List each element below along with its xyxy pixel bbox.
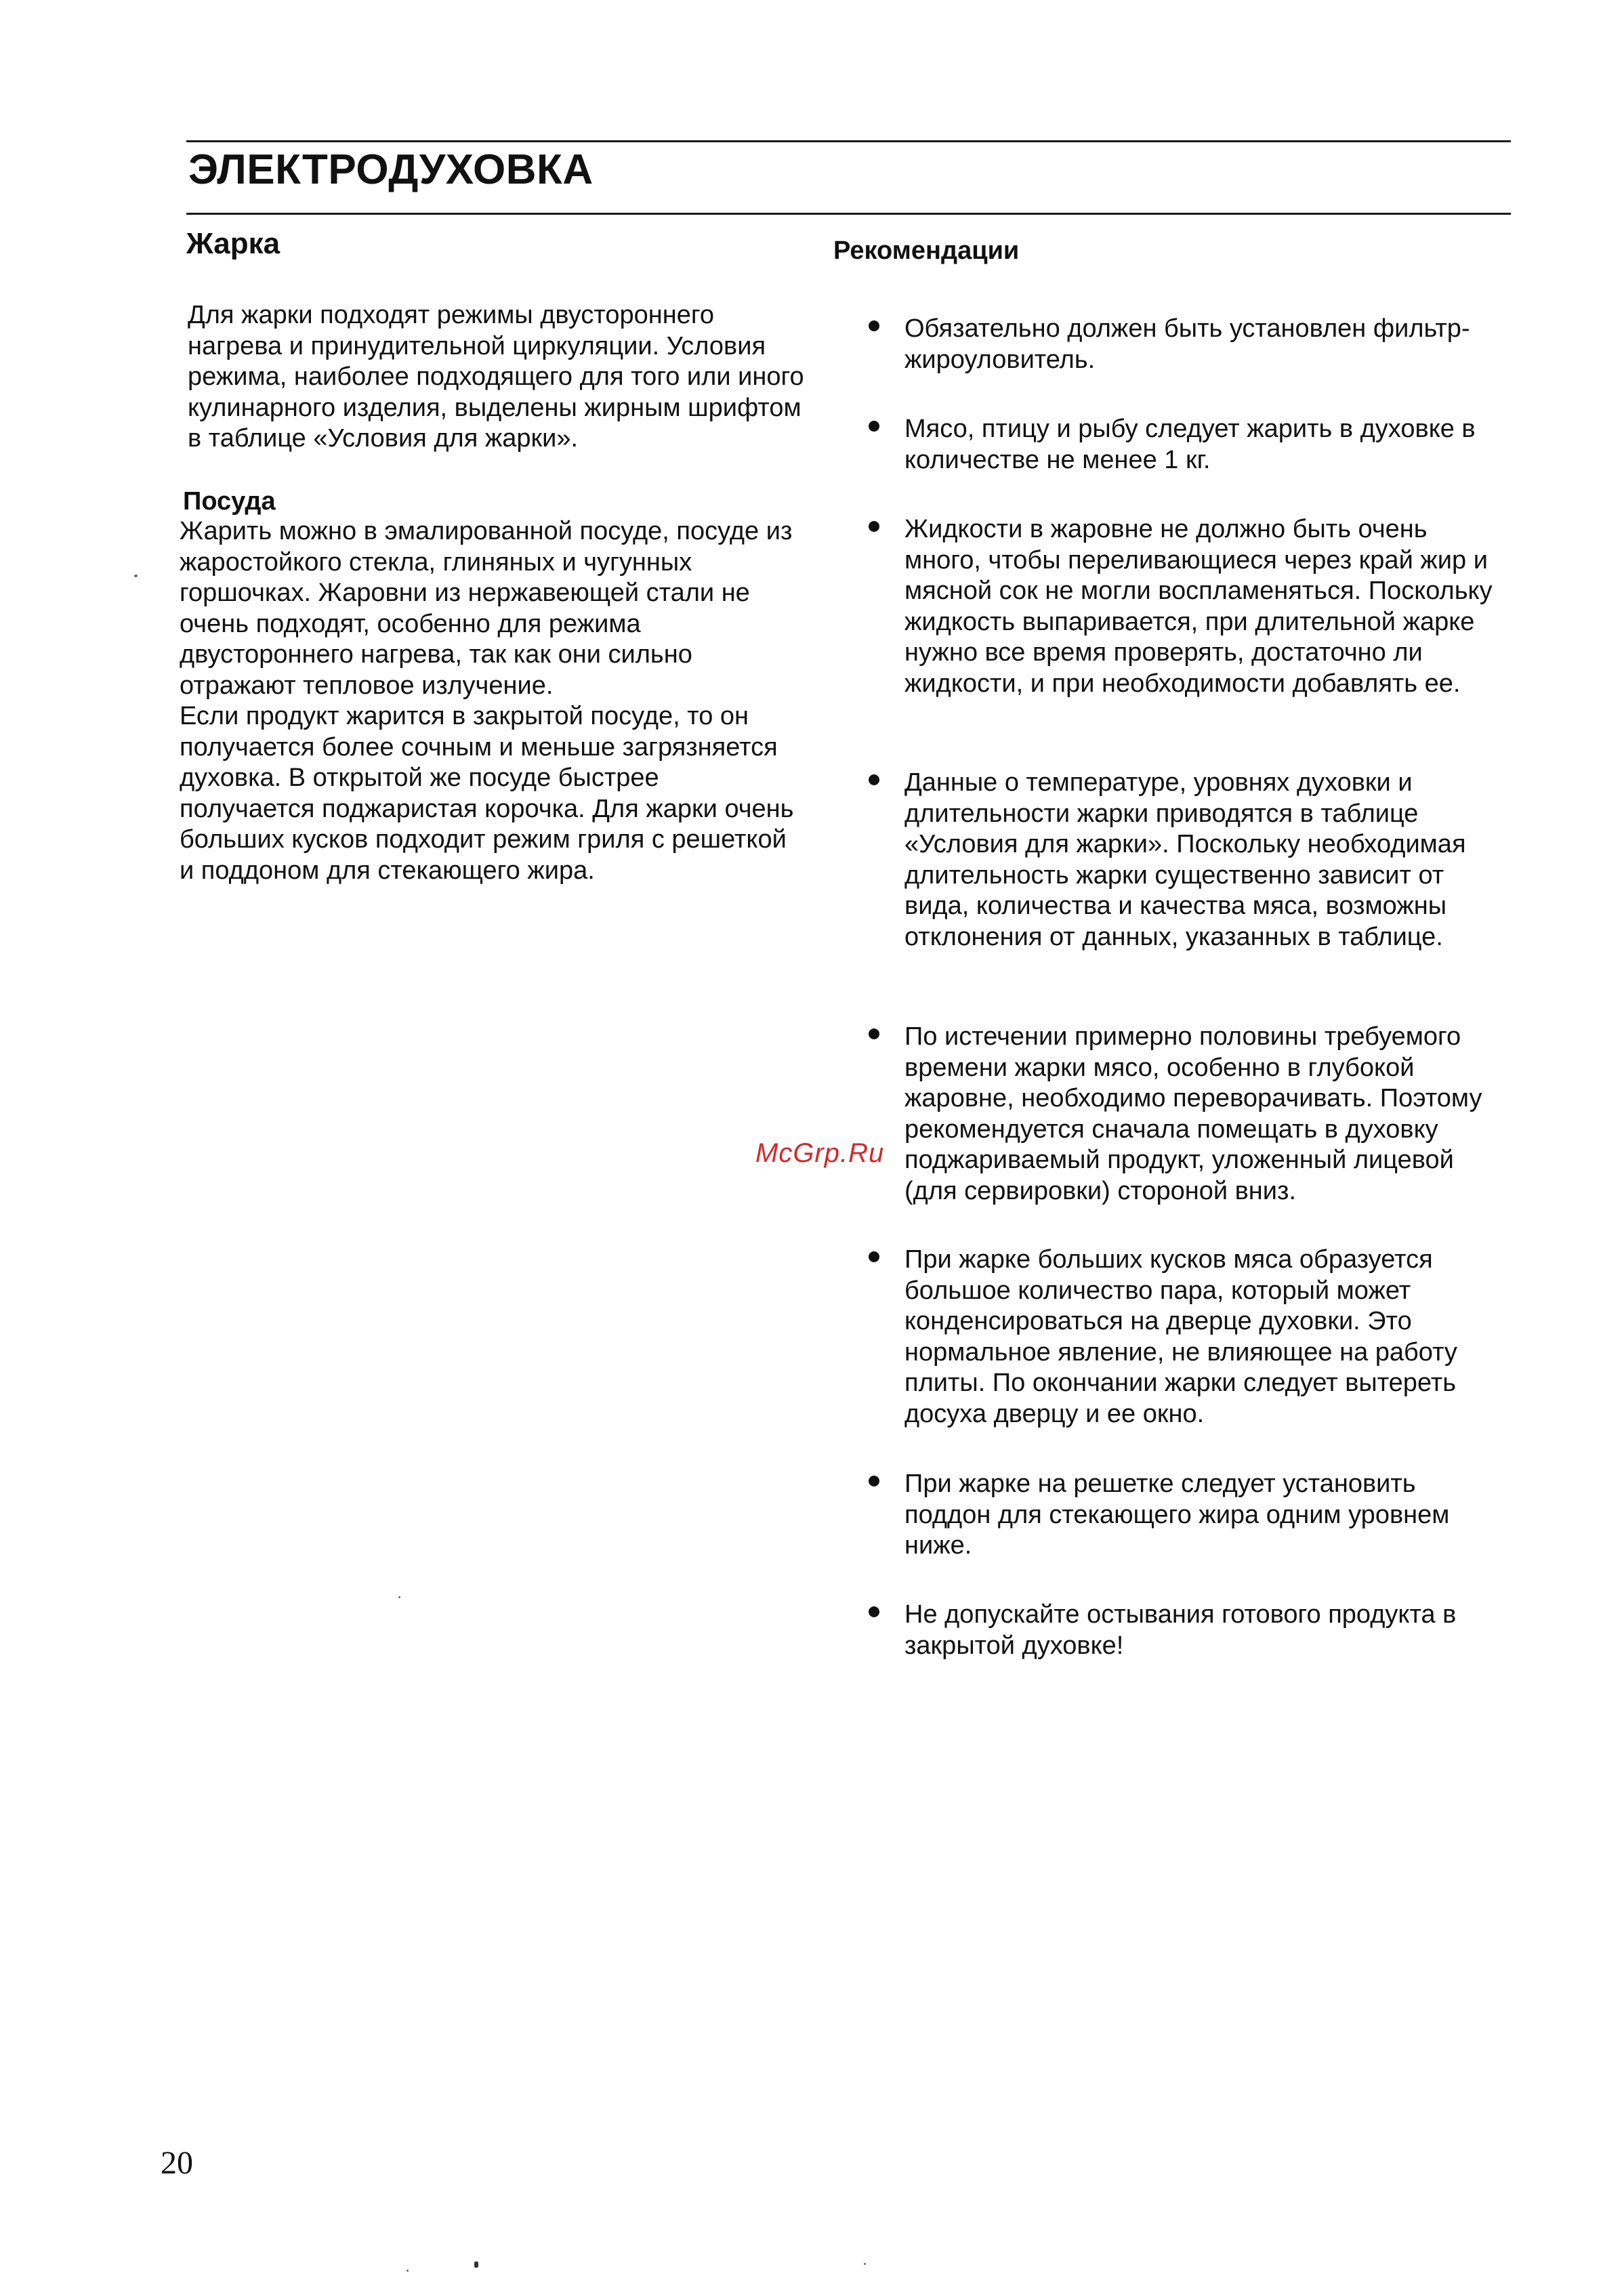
header-rule-bottom (186, 213, 1511, 215)
scan-speck (134, 575, 138, 577)
list-item-text: Данные о температуре, уровнях духовки и длительности жарки приводятся в таблице «Условия для жарки». Поскольку необходимая длительность жарки существенно зависит от вида, количества и качества мяса, возможны отклонения от данных, указанных в таблице. (904, 768, 1466, 951)
cookware-paragraph-1: Жарить можно в эмалированной посуде, посуде из жаростойкого стекла, глиняных и чугунных горшочках. Жаровни из нержавеющей стали не очень подходят, особенно для режима двустороннего нагрева, так как они сильно отражают тепловое излучение. (180, 517, 793, 700)
bullet-icon (869, 774, 879, 785)
header-rule-top (186, 140, 1511, 142)
cookware-paragraph-2: Если продукт жарится в закрытой посуде, то он получается более сочным и меньше загрязняется духовка. В открытой же посуде быстрее получается поджаристая корочка. Для жарки очень больших кусков подходит режим гриля с решеткой и поддоном для стекающего жира. (180, 702, 794, 885)
page-title: ЭЛЕКТРОДУХОВКА (188, 146, 594, 193)
list-item-text: По истечении примерно половины требуемого времени жарки мясо, особенно в глубокой жаровне, необходимо переворачивать. Поэтому рекомендуется сначала помещать в духовку поджариваемый продукт, уложенный лицевой (для сервировки) стороной вниз. (904, 1022, 1482, 1205)
list-item-text: При жарке больших кусков мяса образуется большое количество пара, который может конденсироваться на дверце духовки. Это нормальное явление, не влияющее на работу плиты. По окончании жарки следует вытереть досуха дверцу и ее окно. (904, 1245, 1457, 1428)
recommendations-title: Рекомендации (833, 236, 1020, 265)
section-title: Жарка (186, 227, 280, 260)
list-item-text: Обязательно должен быть установлен фильтр-жироуловитель. (904, 314, 1470, 374)
scan-speck (407, 2270, 409, 2272)
page-number: 20 (161, 2145, 193, 2181)
bullet-icon (869, 1606, 879, 1617)
cookware-text (180, 516, 799, 886)
scan-speck (474, 2262, 478, 2268)
intro-paragraph: Для жарки подходят режимы двустороннего нагрева и принудительной циркуляции. Условия режима, наиболее подходящего для того или иного кулинарного изделия, выделены жирным шрифтом в таблице «Условия для жарки». (188, 301, 804, 453)
list-item-text: Не допускайте остывания готового продукта в закрытой духовке! (904, 1600, 1457, 1660)
bullet-icon (869, 1028, 879, 1039)
bullet-icon (869, 521, 879, 532)
subheading-cookware: Посуда (183, 487, 276, 516)
bullet-icon (869, 320, 879, 331)
scan-speck (398, 1596, 400, 1598)
list-item-text: При жарке на решетке следует установить поддон для стекающего жира одним уровнем ниже. (904, 1470, 1450, 1560)
bullet-icon (869, 1476, 879, 1486)
watermark: McGrp.Ru (755, 1138, 885, 1168)
scan-speck (864, 2263, 866, 2265)
bullet-icon (869, 421, 879, 432)
list-item-text: Мясо, птицу и рыбу следует жарить в духовке в количестве не менее 1 кг. (904, 415, 1476, 474)
list-item-text: Жидкости в жаровне не должно быть очень много, чтобы переливающиеся через край жир и мясной сок не могли воспламеняться. Поскольку жидкость выпаривается, при длительной жарке нужно все время проверять, достаточно ли жидкости, и при необходимости добавлять ее. (904, 515, 1493, 698)
bullet-icon (869, 1251, 879, 1262)
